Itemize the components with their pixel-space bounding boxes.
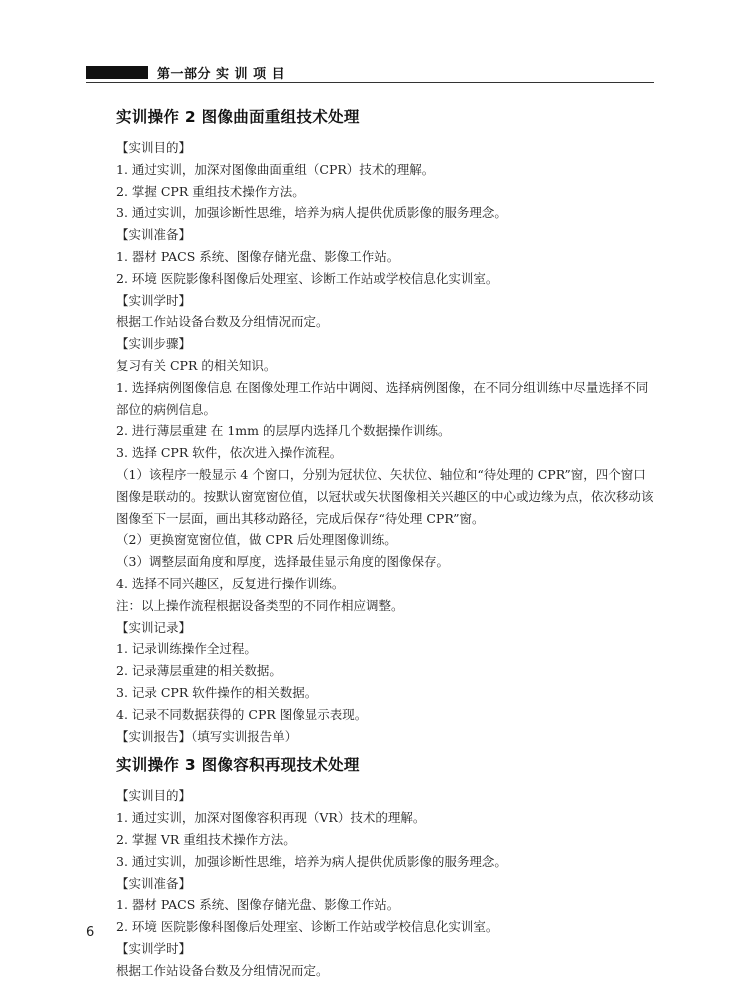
- section-title-cpr: 实训操作 2 图像曲面重组技术处理: [116, 108, 360, 126]
- paragraph: （2）更换窗宽窗位值，做 CPR 后处理图像训练。: [116, 532, 397, 548]
- section-title-vr: 实训操作 3 图像容积再现技术处理: [116, 756, 360, 775]
- paragraph: 注：以上操作流程根据设备类型的不同作相应调整。: [116, 597, 404, 613]
- header-bar: [86, 66, 148, 79]
- section-body-vr: [116, 785, 656, 981]
- header-rule: [86, 82, 654, 83]
- paragraph: 【实训学时】: [116, 292, 192, 308]
- paragraph: 4. 记录不同数据获得的 CPR 图像显示表现。: [116, 706, 368, 722]
- paragraph: 4. 选择不同兴趣区，反复进行操作训练。: [116, 575, 345, 591]
- paragraph: 【实训学时】: [116, 940, 192, 956]
- paragraph: 3. 选择 CPR 软件，依次进入操作流程。: [116, 445, 343, 461]
- page-content: [116, 103, 656, 981]
- paragraph: 2. 进行薄层重建 在 1mm 的层厚内选择几个数据操作训练。: [116, 423, 451, 439]
- page-number: 6: [86, 925, 95, 940]
- paragraph: 复习有关 CPR 的相关知识。: [116, 357, 277, 373]
- paragraph: 【实训目的】: [116, 140, 192, 155]
- paragraph: 【实训准备】: [116, 227, 192, 243]
- paragraph: 1. 通过实训，加深对图像容积再现（VR）技术的理解。: [116, 810, 426, 826]
- running-header: 第一部分 实 训 项 目: [157, 67, 286, 82]
- paragraph: 1. 选择病例图像信息 在图像处理工作站中调阅、选择病例图像，在不同分组训练中尽量选择不同部位的病例信息。: [116, 379, 649, 417]
- paragraph: 1. 记录训练操作全过程。: [116, 641, 257, 657]
- paragraph: （1）该程序一般显示 4 个窗口，分别为冠状位、矢状位、轴位和“待处理的 CPR”窗，四个窗口图像是联动的。按默认窗宽窗位值，以冠状或矢状图像相关兴趣区的中心或边缘为点，依次移动该图像至下一层面，画出其移动路径，完成后保存“待处理 CPR”窗。: [116, 466, 654, 526]
- paragraph: 【实训记录】: [116, 619, 192, 635]
- paragraph: 1. 器材 PACS 系统、图像存储光盘、影像工作站。: [116, 248, 400, 264]
- paragraph: 3. 记录 CPR 软件操作的相关数据。: [116, 684, 318, 700]
- paragraph: 【实训报告】（填写实训报告单）: [116, 728, 298, 744]
- paragraph: 【实训目的】: [116, 788, 192, 804]
- paragraph: （3）调整层面角度和厚度，选择最佳显示角度的图像保存。: [116, 554, 449, 570]
- paragraph: 3. 通过实训，加强诊断性思维，培养为病人提供优质影像的服务理念。: [116, 853, 507, 869]
- paragraph: 根据工作站设备台数及分组情况而定。: [116, 314, 329, 330]
- paragraph: 1. 器材 PACS 系统、图像存储光盘、影像工作站。: [116, 897, 400, 913]
- paragraph: 2. 掌握 CPR 重组技术操作方法。: [116, 183, 305, 199]
- paragraph: 3. 通过实训，加强诊断性思维，培养为病人提供优质影像的服务理念。: [116, 205, 507, 221]
- paragraph: 1. 通过实训，加深对图像曲面重组（CPR）技术的理解。: [116, 161, 435, 177]
- paragraph: 根据工作站设备台数及分组情况而定。: [116, 962, 329, 978]
- section-body-cpr: [116, 137, 656, 747]
- paragraph: 2. 记录薄层重建的相关数据。: [116, 663, 282, 679]
- paragraph: 2. 环境 医院影像科图像后处理室、诊断工作站或学校信息化实训室。: [116, 270, 499, 286]
- paragraph: 【实训准备】: [116, 875, 192, 891]
- paragraph: 2. 环境 医院影像科图像后处理室、诊断工作站或学校信息化实训室。: [116, 919, 499, 935]
- paragraph: 2. 掌握 VR 重组技术操作方法。: [116, 831, 296, 847]
- paragraph: 【实训步骤】: [116, 336, 192, 352]
